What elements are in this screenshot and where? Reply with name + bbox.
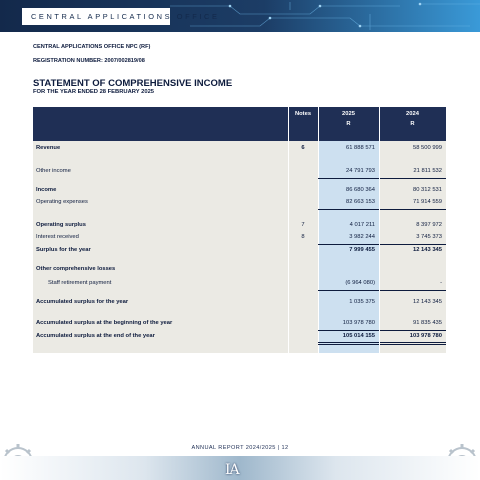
table-row bbox=[33, 233, 446, 243]
logo-mark: IA bbox=[225, 462, 239, 478]
table-row bbox=[33, 144, 446, 154]
table-row bbox=[33, 298, 446, 308]
header-banner bbox=[0, 0, 480, 32]
subtotal-rule bbox=[318, 178, 379, 179]
total-double-rule bbox=[380, 342, 446, 343]
footer-band bbox=[0, 456, 480, 480]
table-row bbox=[33, 279, 446, 289]
row-value-2025: 4 017 211 bbox=[349, 222, 375, 228]
row-label: Interest received bbox=[36, 234, 79, 240]
row-label: Accumulated surplus at the beginning of the year bbox=[36, 320, 173, 326]
row-label: Income bbox=[36, 187, 57, 193]
subtotal-rule bbox=[380, 290, 446, 291]
row-label: Staff retirement payment bbox=[48, 280, 112, 286]
subtotal-rule bbox=[380, 178, 446, 179]
row-note: 7 bbox=[301, 222, 305, 228]
row-label: Other comprehensive losses bbox=[36, 266, 116, 272]
row-value-2025: 82 663 153 bbox=[345, 199, 375, 205]
row-label: Operating expenses bbox=[36, 199, 88, 205]
row-value-2024: 71 914 559 bbox=[412, 199, 442, 205]
row-value-2024: 91 835 435 bbox=[412, 320, 442, 326]
row-note: 6 bbox=[301, 145, 305, 151]
row-label: Operating surplus bbox=[36, 222, 86, 228]
row-label: Other income bbox=[36, 168, 71, 174]
subtotal-rule bbox=[318, 330, 379, 331]
row-value-2025: 86 680 364 bbox=[345, 187, 375, 193]
row-label: Revenue bbox=[36, 145, 61, 151]
row-value-2024: 103 978 780 bbox=[409, 333, 442, 339]
subtotal-rule bbox=[380, 209, 446, 210]
row-value-2025: 3 982 244 bbox=[349, 234, 375, 240]
row-value-2025: 24 791 793 bbox=[345, 168, 375, 174]
page-footer: ANNUAL REPORT 2024/2025 | 12 bbox=[191, 445, 289, 451]
subtotal-rule bbox=[380, 330, 446, 331]
row-label: Accumulated surplus at the end of the year bbox=[36, 333, 155, 339]
year-2025-column-header: 2025 bbox=[342, 111, 355, 117]
row-value-2025: (6 964 080) bbox=[345, 280, 375, 286]
row-value-2024: 12 143 345 bbox=[412, 247, 442, 253]
table-row bbox=[33, 265, 446, 275]
table-row bbox=[33, 221, 446, 231]
table-row bbox=[33, 186, 446, 196]
row-value-2024: 80 312 531 bbox=[412, 187, 442, 193]
table-row bbox=[33, 198, 446, 208]
row-value-2025: 7 999 455 bbox=[349, 247, 375, 253]
row-value-2024: 3 745 373 bbox=[416, 234, 442, 240]
subtotal-rule bbox=[318, 209, 379, 210]
table-row bbox=[33, 167, 446, 177]
company-name: CENTRAL APPLICATIONS OFFICE NPC (RF) bbox=[33, 44, 151, 50]
total-double-rule bbox=[380, 344, 446, 345]
row-value-2024: 12 143 345 bbox=[412, 299, 442, 305]
year-2025-unit: R bbox=[346, 121, 351, 127]
year-2024-column-header: 2024 bbox=[406, 111, 419, 117]
row-value-2025: 1 035 375 bbox=[349, 299, 375, 305]
row-value-2024: 21 811 532 bbox=[413, 168, 442, 174]
subtotal-rule bbox=[318, 290, 379, 291]
banner-title: CENTRAL APPLICATIONS OFFICE bbox=[31, 12, 220, 21]
row-label: Surplus for the year bbox=[36, 247, 91, 253]
notes-column-header: Notes bbox=[294, 111, 312, 117]
total-double-rule bbox=[318, 342, 379, 343]
row-note: 8 bbox=[301, 234, 305, 240]
year-2024-unit: R bbox=[410, 121, 415, 127]
row-value-2025: 103 978 780 bbox=[342, 320, 375, 326]
row-value-2025: 105 014 155 bbox=[342, 333, 375, 339]
table-row bbox=[33, 246, 446, 256]
statement-subtitle: FOR THE YEAR ENDED 28 FEBRUARY 2025 bbox=[33, 89, 155, 95]
row-value-2024: 8 397 972 bbox=[416, 222, 442, 228]
subtotal-rule bbox=[380, 244, 446, 245]
subtotal-rule bbox=[318, 244, 379, 245]
table-row bbox=[33, 319, 446, 329]
registration-number: REGISTRATION NUMBER: 2007/002819/08 bbox=[33, 58, 145, 64]
row-label: Accumulated surplus for the year bbox=[36, 299, 129, 305]
table-row bbox=[33, 332, 446, 342]
total-double-rule bbox=[318, 344, 379, 345]
row-value-2024: - bbox=[440, 280, 442, 286]
statement-title: STATEMENT OF COMPREHENSIVE INCOME bbox=[33, 78, 233, 89]
row-value-2025: 61 888 571 bbox=[345, 145, 375, 151]
row-value-2024: 58 500 999 bbox=[412, 145, 442, 151]
